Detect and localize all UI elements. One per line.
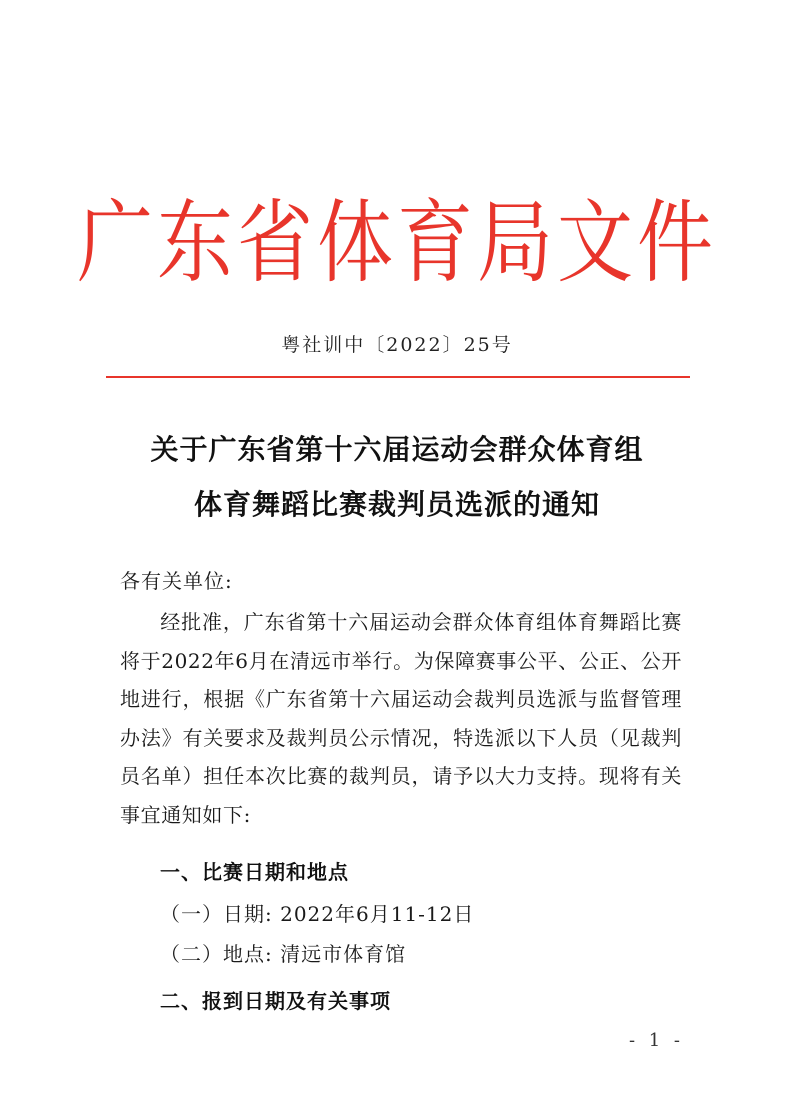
section-heading-date-venue: 一、比赛日期和地点 <box>160 860 349 884</box>
document-title-line-1: 关于广东省第十六届运动会群众体育组 <box>150 433 644 466</box>
document-masthead: 广东省体育局文件 <box>77 189 717 295</box>
item-venue: （二）地点: 清远市体育馆 <box>160 942 407 966</box>
masthead-divider <box>106 376 690 378</box>
page-number: - 1 - <box>628 1030 684 1051</box>
document-title-line-2: 体育舞蹈比赛裁判员选派的通知 <box>193 488 600 521</box>
section-heading-registration: 二、报到日期及有关事项 <box>160 989 391 1013</box>
salutation: 各有关单位: <box>120 569 233 593</box>
document-number: 粤社训中〔2022〕25号 <box>281 334 513 356</box>
body-paragraph-text: 经批准，广东省第十六届运动会群众体育组体育舞蹈比赛将于2022年6月在清远市举行。为保障赛事公平、公正、公开地进行，根据《广东省第十六届运动会裁判员选派与监督管理办法》有关要求及裁判员公示情况，特选派以下人员（见裁判员名单）担任本次比赛的裁判员，请予以大力支持。现将有关事宜通知如下: <box>120 610 682 827</box>
body-paragraph <box>120 603 682 834</box>
item-date: （一）日期: 2022年6月11-12日 <box>160 902 475 926</box>
